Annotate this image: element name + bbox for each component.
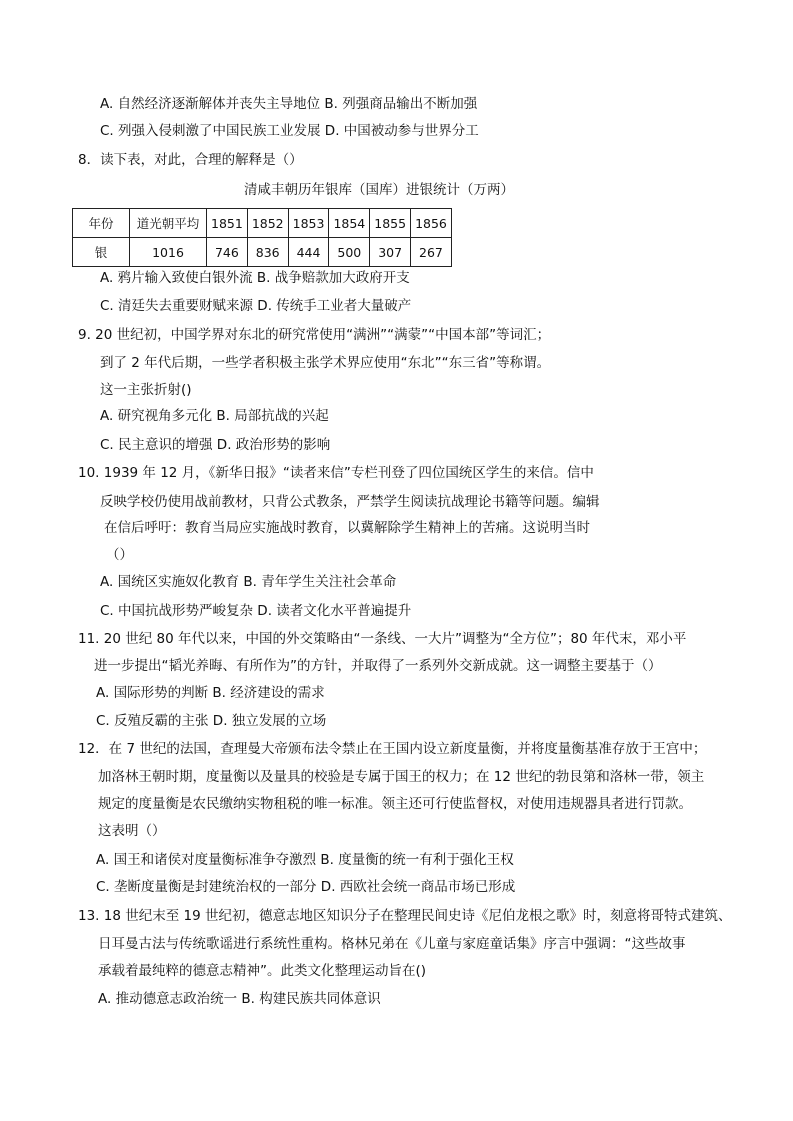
table-header-row [73, 209, 452, 238]
table-cell: 307 [370, 238, 411, 267]
q12-stem-line3: 规定的度量衡是农民缴纳实物租税的唯一标准。领主还可行使监督权，对使用违规器具者进行罚款。 [98, 796, 692, 812]
q11-option-ab: A. 国际形势的判断 B. 经济建设的需求 [96, 685, 325, 701]
table-cell: 267 [411, 238, 452, 267]
q8-option-cd: C. 清廷失去重要财赋来源 D. 传统手工业者大量破产 [100, 298, 412, 314]
q7-option-ab: A. 自然经济逐渐解体并丧失主导地位 B. 列强商品输出不断加强 [100, 96, 478, 112]
q12-stem-line4: 这表明（） [98, 823, 166, 839]
q12-option-ab: A. 国王和诸侯对度量衡标准争夺激烈 B. 度量衡的统一有利于强化王权 [96, 852, 514, 868]
table-header-cell: 年份 [73, 209, 130, 238]
q11-stem-line2: 进一步提出“韬光养晦、有所作为”的方针，并取得了一系列外交新成就。这一调整主要基于（） [94, 658, 662, 674]
table-cell: 500 [329, 238, 370, 267]
q9-option-cd: C. 民主意识的增强 D. 政治形势的影响 [100, 437, 331, 453]
q9-stem-line2: 到了 2 年代后期，一些学者积极主张学术界应使用“东北”“东三省”等称谓。 [100, 355, 551, 371]
q10-stem-line3: 在信后呼吁：教育当局应实施战时教育，以冀解除学生精神上的苦痛。这说明当时 [104, 520, 590, 536]
silver-income-table [72, 208, 452, 267]
table-header-cell: 1854 [329, 209, 370, 238]
q7-option-cd: C. 列强入侵刺激了中国民族工业发展 D. 中国被动参与世界分工 [100, 123, 479, 139]
q10-stem-line4: （） [106, 547, 133, 563]
table-cell: 444 [288, 238, 329, 267]
q13-stem-line2: 日耳曼古法与传统歌谣进行系统性重构。格林兄弟在《儿童与家庭童话集》序言中强调：“这些故事 [98, 936, 686, 952]
table-header-cell: 1851 [207, 209, 248, 238]
q11-option-cd: C. 反殖反霸的主张 D. 独立发展的立场 [96, 713, 327, 729]
q11-stem-line1: 11. 20 世纪 80 年代以来，中国的外交策略由“一条线、一大片”调整为“全方位”；80 年代末，邓小平 [78, 631, 687, 647]
table-cell: 746 [207, 238, 248, 267]
q12-option-cd: C. 垄断度量衡是封建统治权的一部分 D. 西欧社会统一商品市场已形成 [96, 879, 516, 895]
table-cell: 银 [73, 238, 130, 267]
q9-option-ab: A. 研究视角多元化 B. 局部抗战的兴起 [100, 408, 329, 424]
q13-stem-line1: 13. 18 世纪末至 19 世纪初，德意志地区知识分子在整理民间史诗《尼伯龙根之歌》时，刻意将哥特式建筑、 [78, 908, 732, 924]
q8-stem: 8．读下表，对此，合理的解释是（） [78, 152, 303, 168]
q12-stem-line1: 12．在 7 世纪的法国，查理曼大帝颁布法令禁止在王国内设立新度量衡，并将度量衡基准存放于王宫中； [78, 741, 707, 757]
q10-option-ab: A. 国统区实施奴化教育 B. 青年学生关注社会革命 [100, 574, 397, 590]
q10-stem-line1: 10. 1939 年 12 月，《新华日报》“读者来信”专栏刊登了四位国统区学生的来信。信中 [78, 465, 594, 481]
q8-table-title: 清咸丰朝历年银库（国库）进银统计（万两） [244, 182, 514, 198]
table-header-cell: 1855 [370, 209, 411, 238]
table-header-cell: 1853 [288, 209, 329, 238]
table-header-cell: 道光朝平均 [130, 209, 207, 238]
table-cell: 836 [247, 238, 288, 267]
q12-stem-line2: 加洛林王朝时期，度量衡以及量具的校验是专属于国王的权力；在 12 世纪的勃艮第和洛林一带，领主 [98, 769, 705, 785]
q13-stem-line3: 承载着最纯粹的德意志精神”。此类文化整理运动旨在() [98, 963, 427, 979]
q10-stem-line2: 反映学校仍使用战前教材，只背公式教条，严禁学生阅读抗战理论书籍等问题。编辑 [100, 494, 600, 510]
table-row [73, 238, 452, 267]
q9-stem-line1: 9. 20 世纪初，中国学界对东北的研究常使用“满洲”“满蒙”“中国本部”等词汇； [78, 327, 551, 343]
q13-option-ab: A. 推动德意志政治统一 B. 构建民族共同体意识 [98, 991, 381, 1007]
q10-option-cd: C. 中国抗战形势严峻复杂 D. 读者文化水平普遍提升 [100, 603, 412, 619]
table-header-cell: 1852 [247, 209, 288, 238]
table-header-cell: 1856 [411, 209, 452, 238]
table-cell: 1016 [130, 238, 207, 267]
q8-option-ab: A. 鸦片输入致使白银外流 B. 战争赔款加大政府开支 [100, 270, 410, 286]
q9-stem-line3: 这一主张折射() [100, 382, 192, 398]
